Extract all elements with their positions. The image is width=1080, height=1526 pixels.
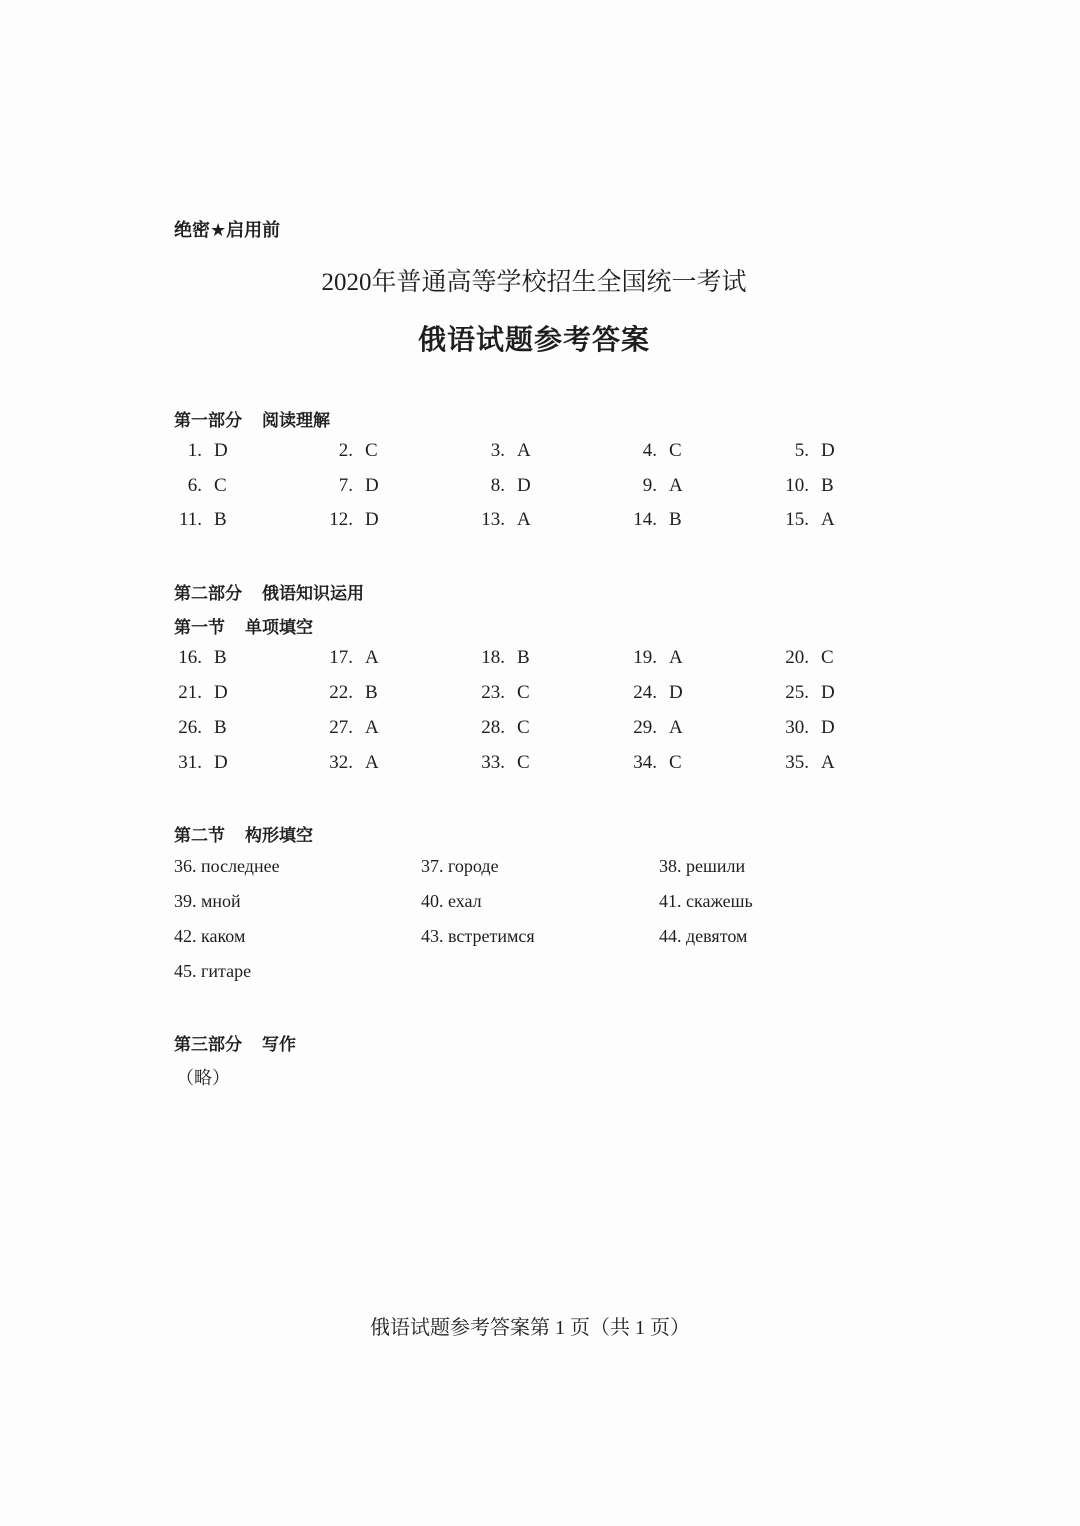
- answer-letter: D: [821, 682, 835, 703]
- answer-item: [623, 509, 682, 531]
- answer-item: [623, 752, 682, 774]
- section2-label: 第二节: [174, 826, 225, 846]
- answer-letter: A: [669, 475, 683, 496]
- fill-in-answer: 37. городе: [421, 856, 499, 876]
- question-number: 14.: [633, 509, 657, 530]
- answer-item: [775, 440, 835, 462]
- answer-item: [168, 647, 227, 669]
- answer-item: [319, 440, 378, 462]
- answer-letter: C: [821, 647, 834, 668]
- answer-item: [471, 717, 530, 739]
- answer-letter: D: [669, 682, 683, 703]
- question-number: 25.: [785, 682, 809, 703]
- section2-name: 构形填空: [245, 826, 313, 846]
- question-number: 26.: [178, 717, 202, 738]
- answer-item: [623, 475, 683, 497]
- fill-in-answer: 39. мной: [174, 891, 241, 911]
- fill-in-answer: 44. девятом: [659, 926, 748, 946]
- fill-in-answer: 43. встретимся: [421, 926, 535, 946]
- question-number: 20.: [785, 647, 809, 668]
- writing-omitted-note: （略）: [176, 1068, 230, 1089]
- answer-letter: C: [365, 440, 378, 461]
- answer-letter: D: [214, 682, 228, 703]
- answer-letter: B: [214, 717, 227, 738]
- answer-item: [623, 440, 682, 462]
- part1-name: 阅读理解: [262, 411, 330, 431]
- answer-item: [471, 647, 530, 669]
- answer-item: [168, 752, 228, 774]
- answer-item: [471, 752, 530, 774]
- question-number: 29.: [633, 717, 657, 738]
- question-number: 15.: [785, 509, 809, 530]
- answer-item: [319, 475, 379, 497]
- question-number: 33.: [481, 752, 505, 773]
- question-number: 22.: [329, 682, 353, 703]
- question-number: 10.: [785, 475, 809, 496]
- part2-heading: [174, 579, 364, 604]
- question-number: 1.: [187, 440, 202, 461]
- question-number: 8.: [490, 475, 505, 496]
- answer-letter: B: [214, 647, 227, 668]
- answer-item: [168, 682, 228, 704]
- question-number: 4.: [642, 440, 657, 461]
- answer-letter: B: [669, 509, 682, 530]
- answer-letter: B: [365, 682, 378, 703]
- part1-label: 第一部分: [174, 411, 242, 431]
- part2-label: 第二部分: [174, 584, 242, 604]
- section1-heading: [174, 613, 313, 638]
- answer-letter: D: [365, 509, 379, 530]
- answer-letter: A: [517, 440, 531, 461]
- question-number: 17.: [329, 647, 353, 668]
- answer-item: [168, 717, 227, 739]
- question-number: 9.: [642, 475, 657, 496]
- question-number: 6.: [187, 475, 202, 496]
- answer-item: [623, 647, 683, 669]
- question-number: 16.: [178, 647, 202, 668]
- question-number: 13.: [481, 509, 505, 530]
- answer-letter: A: [365, 752, 379, 773]
- answer-letter: A: [365, 647, 379, 668]
- part1-heading: [174, 406, 330, 431]
- answer-letter: B: [214, 509, 227, 530]
- question-number: 3.: [490, 440, 505, 461]
- answer-item: [319, 752, 379, 774]
- answer-letter: D: [821, 717, 835, 738]
- answer-letter: B: [517, 647, 530, 668]
- section1-label: 第一节: [174, 618, 225, 638]
- answer-item: [319, 682, 378, 704]
- question-number: 18.: [481, 647, 505, 668]
- question-number: 23.: [481, 682, 505, 703]
- question-number: 7.: [338, 475, 353, 496]
- answer-item: [319, 647, 379, 669]
- answer-letter: A: [365, 717, 379, 738]
- fill-in-answer: 45. гитаре: [174, 961, 252, 981]
- question-number: 2.: [338, 440, 353, 461]
- question-number: 30.: [785, 717, 809, 738]
- section2-heading: [174, 821, 313, 846]
- fill-in-answer: 38. решили: [659, 856, 746, 876]
- answer-item: [471, 475, 531, 497]
- answer-letter: C: [517, 717, 530, 738]
- answer-item: [471, 440, 531, 462]
- answer-item: [471, 509, 531, 531]
- answer-letter: D: [365, 475, 379, 496]
- question-number: 19.: [633, 647, 657, 668]
- exam-title: 2020年普通高等学校招生全国统一考试: [321, 269, 747, 296]
- question-number: 24.: [633, 682, 657, 703]
- answer-item: [168, 440, 228, 462]
- question-number: 35.: [785, 752, 809, 773]
- question-number: 28.: [481, 717, 505, 738]
- answer-item: [623, 682, 683, 704]
- answer-letter: A: [669, 717, 683, 738]
- answer-letter: C: [517, 682, 530, 703]
- answer-item: [775, 717, 835, 739]
- document-title: 俄语试题参考答案: [417, 323, 650, 356]
- answer-item: [168, 509, 227, 531]
- answer-letter: C: [669, 440, 682, 461]
- part3-heading: [174, 1030, 296, 1055]
- answer-item: [623, 717, 683, 739]
- answer-item: [775, 509, 835, 531]
- answer-item: [319, 509, 379, 531]
- answer-item: [319, 717, 379, 739]
- fill-in-answer: 40. ехал: [421, 891, 482, 911]
- answer-letter: B: [821, 475, 834, 496]
- question-number: 32.: [329, 752, 353, 773]
- question-number: 34.: [633, 752, 657, 773]
- part3-name: 写作: [262, 1035, 296, 1055]
- answer-letter: D: [517, 475, 531, 496]
- section1-name: 单项填空: [245, 618, 313, 638]
- answer-letter: D: [214, 752, 228, 773]
- answer-item: [471, 682, 530, 704]
- answer-item: [775, 475, 834, 497]
- answer-letter: D: [214, 440, 228, 461]
- part3-label: 第三部分: [174, 1035, 242, 1055]
- question-number: 31.: [178, 752, 202, 773]
- answer-letter: A: [517, 509, 531, 530]
- question-number: 5.: [794, 440, 809, 461]
- question-number: 12.: [329, 509, 353, 530]
- page-footer: 俄语试题参考答案第 1 页（共 1 页）: [370, 1317, 690, 1339]
- answer-letter: A: [821, 509, 835, 530]
- answer-letter: A: [669, 647, 683, 668]
- answer-item: [168, 475, 227, 497]
- question-number: 11.: [178, 509, 202, 530]
- question-number: 27.: [329, 717, 353, 738]
- answer-letter: C: [214, 475, 227, 496]
- fill-in-answer: 41. скажешь: [659, 891, 753, 911]
- answer-letter: D: [821, 440, 835, 461]
- answer-letter: C: [517, 752, 530, 773]
- classification-label: 绝密★启用前: [174, 220, 281, 241]
- fill-in-answer: 36. последнее: [174, 856, 280, 876]
- part2-name: 俄语知识运用: [262, 584, 364, 604]
- answer-item: [775, 752, 835, 774]
- fill-in-answer: 42. каком: [174, 926, 246, 946]
- answer-letter: A: [821, 752, 835, 773]
- answer-item: [775, 647, 834, 669]
- answer-letter: C: [669, 752, 682, 773]
- answer-item: [775, 682, 835, 704]
- question-number: 21.: [178, 682, 202, 703]
